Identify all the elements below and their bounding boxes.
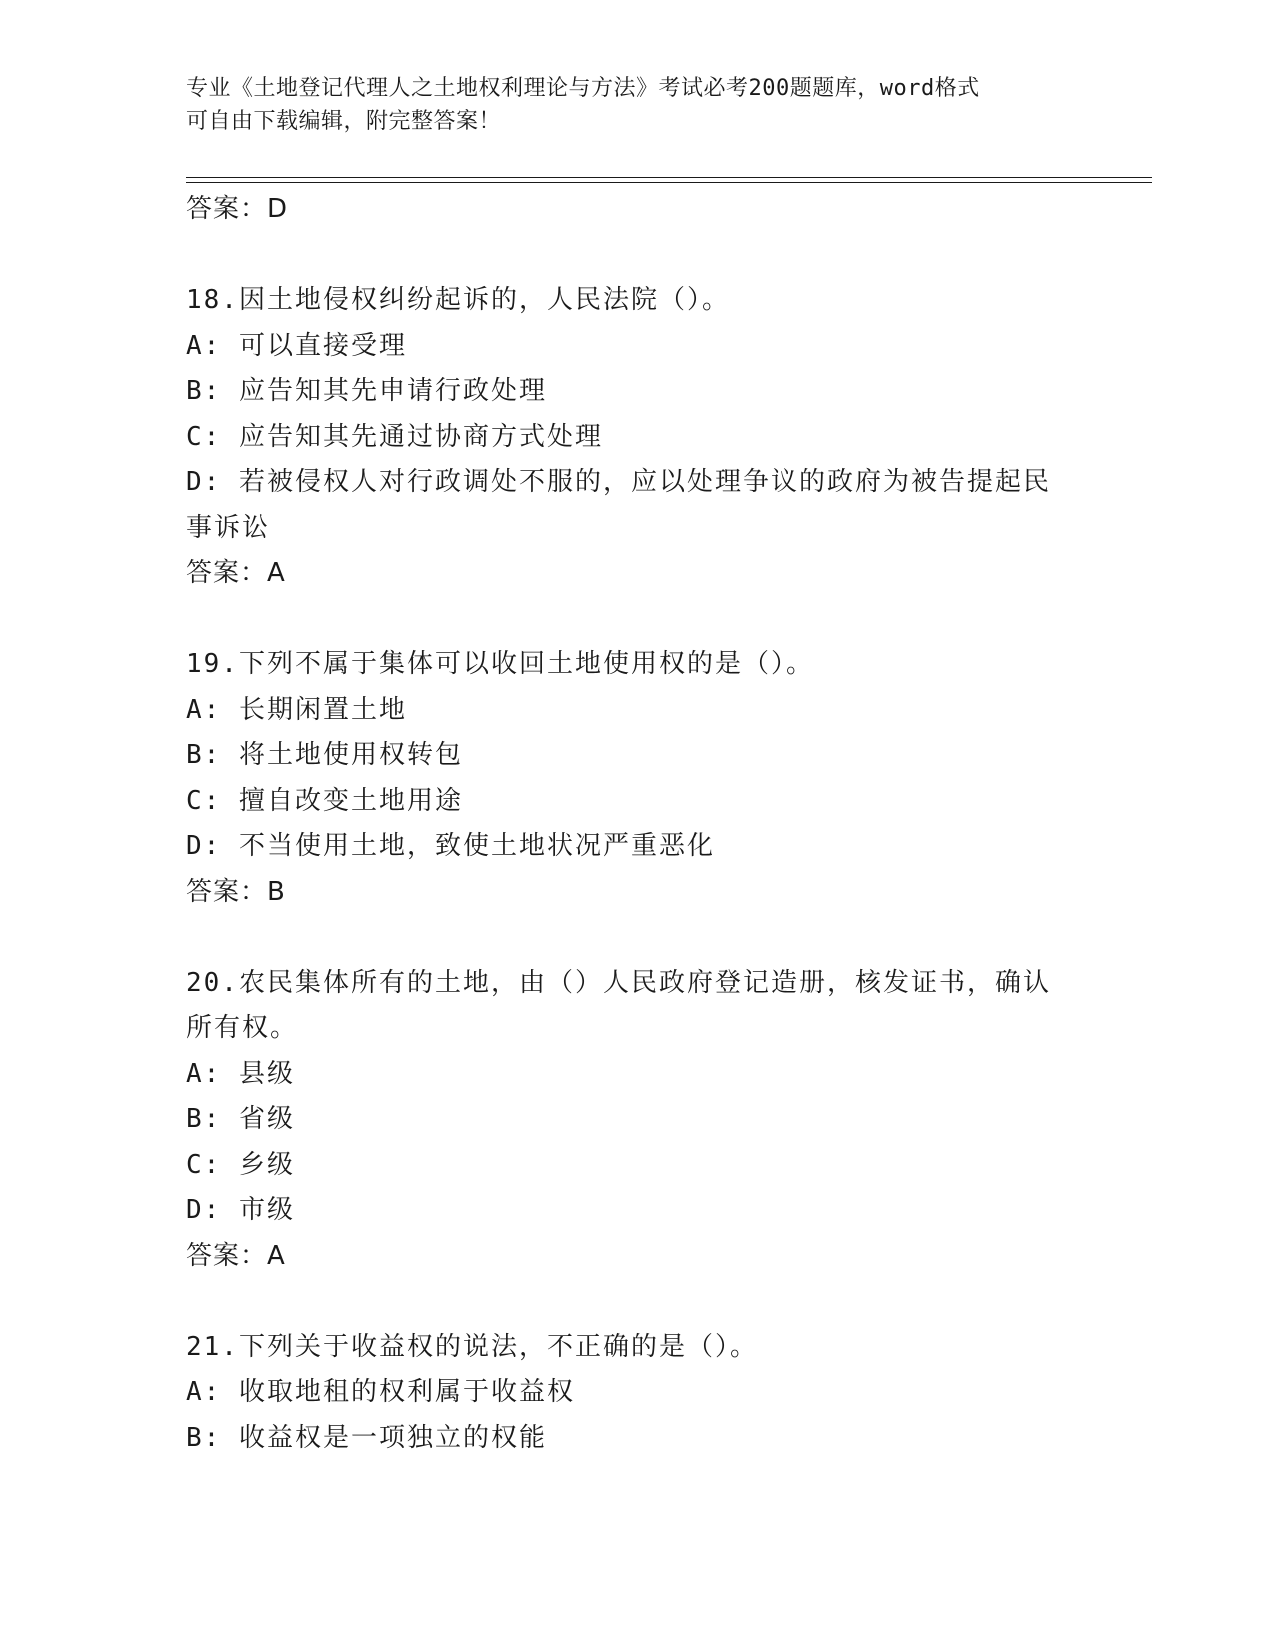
option-a: A: 可以直接受理	[186, 330, 407, 361]
option-c: C: 乡级	[186, 1149, 295, 1180]
option-a: A: 县级	[186, 1058, 295, 1089]
option-c: C: 应告知其先通过协商方式处理	[186, 421, 603, 452]
spacer	[186, 1279, 1086, 1325]
question-list	[186, 187, 1086, 1461]
answer: 答案：A	[186, 1240, 286, 1271]
option-d-continued: 事诉讼	[186, 512, 271, 543]
spacer	[186, 915, 1086, 961]
option-c: C: 擅自改变土地用途	[186, 785, 463, 816]
option-a: A: 长期闲置土地	[186, 694, 407, 725]
answer: 答案：B	[186, 876, 286, 907]
option-a: A: 收取地租的权利属于收益权	[186, 1377, 575, 1407]
question-19	[186, 642, 1086, 915]
option-b: B: 收益权是一项独立的权能	[186, 1422, 547, 1453]
question-stem: 18.因土地侵权纠纷起诉的，人民法院（）。	[186, 285, 730, 315]
question-stem-continued: 所有权。	[186, 1013, 299, 1043]
previous-answer: 答案：D	[186, 194, 289, 224]
question-stem: 21.下列关于收益权的说法，不正确的是（）。	[186, 1331, 758, 1362]
spacer	[186, 597, 1086, 643]
header-rule-top	[186, 177, 1152, 178]
answer: 答案：A	[186, 558, 286, 588]
header-line-2: 可自由下载编辑，附完整答案！	[186, 109, 502, 134]
header-line-1: 专业《土地登记代理人之土地权利理论与方法》考试必考200题题库，word格式	[186, 76, 980, 101]
option-b: B: 将土地使用权转包	[186, 740, 463, 770]
spacer	[186, 233, 1086, 279]
question-20	[186, 961, 1086, 1280]
question-18	[186, 278, 1086, 597]
question-stem: 20.农民集体所有的土地，由（）人民政府登记造册，核发证书，确认	[186, 967, 1051, 998]
option-b: B: 省级	[186, 1104, 295, 1134]
option-d: D: 市级	[186, 1195, 295, 1225]
option-b: B: 应告知其先申请行政处理	[186, 376, 547, 406]
question-stem: 19.下列不属于集体可以收回土地使用权的是（）。	[186, 649, 814, 679]
header-rule-bottom	[186, 182, 1152, 183]
option-d: D: 若被侵权人对行政调处不服的，应以处理争议的政府为被告提起民	[186, 467, 1051, 497]
document-header	[186, 72, 1066, 138]
question-21	[186, 1325, 1086, 1462]
option-d: D: 不当使用土地，致使土地状况严重恶化	[186, 831, 715, 861]
